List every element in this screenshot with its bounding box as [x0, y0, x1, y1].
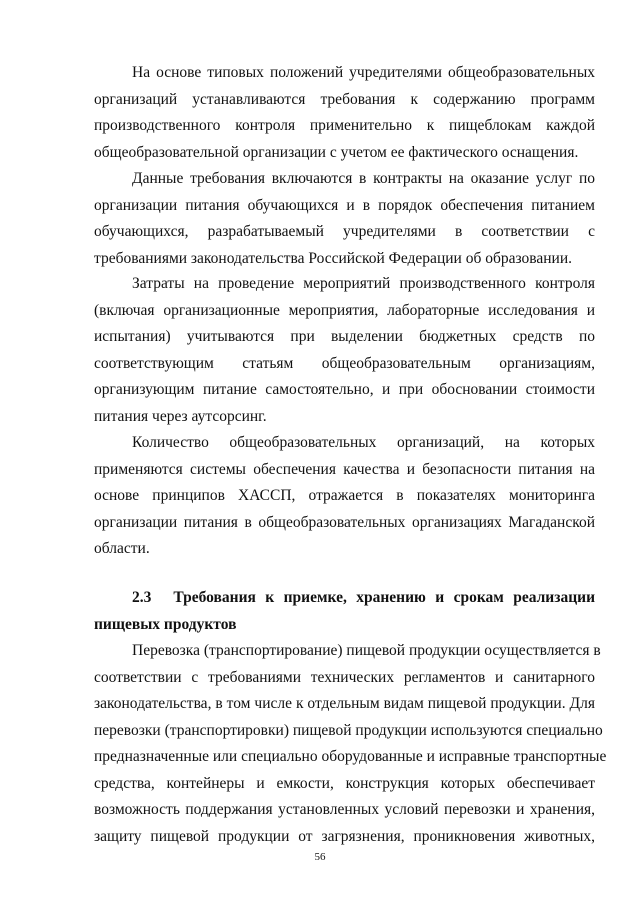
- paragraph-line: области.: [94, 540, 150, 557]
- paragraph-line: На основе типовых положений учредителями общеобразовательных: [132, 64, 595, 81]
- section-heading: [94, 585, 595, 638]
- paragraph-line: организации питания обучающихся и в порядок обеспечения питанием: [94, 196, 595, 214]
- paragraph-line: требованиями законодательства Российской Федерации об образовании.: [94, 249, 573, 267]
- paragraph-line: организаций устанавливаются требования к содержанию программ: [94, 90, 595, 108]
- paragraph-line: (включая организационные мероприятия, лабораторные исследования и: [94, 301, 595, 319]
- section-heading-line: пищевых продуктов: [94, 615, 237, 633]
- paragraph-4: [94, 430, 595, 563]
- paragraph-line: соответствии с требованиями технических регламентов и санитарного: [94, 668, 595, 686]
- paragraph-line: Затраты на проведение мероприятий производственного контроля: [132, 275, 595, 292]
- paragraph-line: Данные требования включаются в контракты на оказание услуг по: [132, 170, 595, 187]
- section-heading-line: [94, 585, 595, 612]
- paragraph-line: Перевозка (транспортирование) пищевой продукции осуществляется в: [132, 642, 601, 659]
- section-number: 2.3: [132, 589, 152, 606]
- section-paragraph: [94, 638, 607, 850]
- paragraph-line: соответствующим статьям общеобразовательным организациям,: [94, 354, 595, 372]
- paragraph-line: общеобразовательной организации с учетом ее фактического оснащения.: [94, 143, 579, 161]
- page-number: 56: [314, 851, 326, 863]
- paragraph-line: защиту пищевой продукции от загрязнения, проникновения животных,: [94, 827, 595, 845]
- paragraph-1: [94, 60, 595, 166]
- paragraph-3: [94, 271, 595, 430]
- paragraph-line: законодательства, в том числе к отдельным видам пищевой продукции. Для: [94, 695, 595, 712]
- paragraph-line: производственного контроля применительно к пищеблокам каждой: [94, 117, 595, 134]
- paragraph-line: предназначенные или специально оборудованные и исправные транспортные: [94, 748, 607, 765]
- paragraph-line: питания через аутсорсинг.: [94, 407, 267, 425]
- paragraph-line: обучающихся, разрабатываемый учредителями в соответствии с: [94, 223, 595, 240]
- paragraph-line: средства, контейнеры и емкости, конструкция которых обеспечивает: [94, 774, 595, 792]
- paragraph-2: [94, 166, 595, 272]
- paragraph-line: применяются системы обеспечения качества и безопасности питания на: [94, 460, 595, 478]
- paragraph-line: возможность поддержания установленных условий перевозки и хранения,: [94, 801, 595, 818]
- section-title: Требования к приемке, хранению и срокам реализации: [173, 589, 595, 606]
- paragraph-line: перевозки (транспортировки) пищевой продукции используются специально: [94, 721, 603, 739]
- paragraph-line: организации питания в общеобразовательных организациях Магаданской: [94, 513, 595, 531]
- paragraph-line: Количество общеобразовательных организаций, на которых: [132, 434, 595, 451]
- paragraph-line: организующим питание самостоятельно, и при обосновании стоимости: [94, 381, 595, 398]
- paragraph-line: основе принципов ХАССП, отражается в показателях мониторинга: [94, 487, 595, 504]
- paragraph-line: испытания) учитываются при выделении бюджетных средств по: [94, 328, 595, 345]
